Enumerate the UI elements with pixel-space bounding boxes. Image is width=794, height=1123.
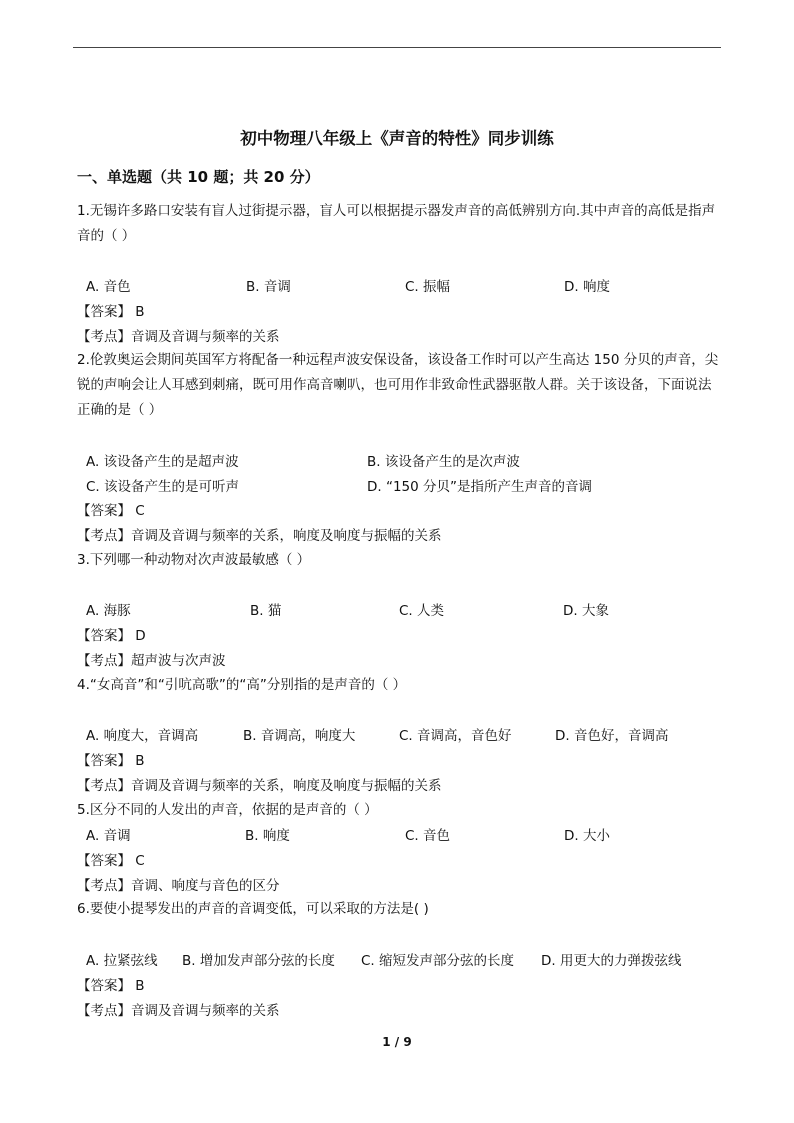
answer-line-2	[77, 499, 145, 519]
point-line-2	[77, 524, 442, 544]
option-d: D. 用更大的力弹拨弦线	[541, 953, 682, 969]
point-label: 【考点】	[77, 329, 131, 345]
option-c: C. 音调高，音色好	[399, 728, 512, 744]
point-value: 音调、响度与音色的区分	[131, 878, 280, 894]
answer-label: 【答案】	[77, 304, 131, 320]
answer-line-5	[77, 849, 145, 869]
option-b: B. 音调高，响度大	[243, 728, 356, 744]
question-stem-2: 2.伦敦奥运会期间英国军方将配备一种远程声波安保设备，该设备工作时可以产生高达 150 分贝的声音，尖锐的声响会让人耳感到刺痛，既可用作高音喇叭，也可用作非致命性武器驱散人群。关于该设备，下面说法正确的是（ ）	[77, 352, 719, 418]
option-c: C. 缩短发声部分弦的长度	[361, 953, 515, 969]
point-value: 超声波与次声波	[131, 653, 226, 669]
answer-value: B	[135, 753, 145, 769]
option-d: D. 音色好，音调高	[555, 728, 669, 744]
answer-value: D	[135, 628, 146, 644]
answer-label: 【答案】	[77, 978, 131, 994]
point-line-3	[77, 649, 226, 669]
option-a: A. 响度大，音调高	[86, 728, 199, 744]
answer-line-3	[77, 624, 146, 644]
option-b: B. 响度	[245, 828, 290, 844]
option-a: A. 拉紧弦线	[86, 953, 158, 969]
option-c: C. 该设备产生的是可听声	[86, 479, 240, 495]
answer-label: 【答案】	[77, 628, 131, 644]
question-stem-6: 6.要使小提琴发出的声音的音调变低，可以采取的方法是( )	[77, 901, 429, 917]
point-value: 音调及音调与频率的关系	[131, 329, 280, 345]
option-b: B. 音调	[246, 279, 291, 295]
page-title: 初中物理八年级上《声音的特性》同步训练	[240, 129, 554, 148]
option-a: A. 音色	[86, 279, 131, 295]
question-stem-4: 4.“女高音”和“引吭高歌”的“高”分别指的是声音的（ ）	[77, 677, 407, 693]
header-rule	[73, 47, 721, 48]
option-c: C. 人类	[399, 603, 445, 619]
options-row-2b	[86, 475, 726, 497]
options-row-4	[86, 724, 726, 746]
point-label: 【考点】	[77, 778, 131, 794]
option-b: B. 该设备产生的是次声波	[367, 454, 520, 470]
point-label: 【考点】	[77, 528, 131, 544]
option-d: D. “150 分贝”是指所产生声音的音调	[367, 479, 593, 495]
option-b: B. 增加发声部分弦的长度	[182, 953, 335, 969]
point-line-6	[77, 999, 280, 1019]
option-d: D. 大小	[564, 828, 610, 844]
question-stem-3: 3.下列哪一种动物对次声波最敏感（ ）	[77, 552, 311, 568]
answer-label: 【答案】	[77, 503, 131, 519]
answer-label: 【答案】	[77, 853, 131, 869]
question-stem-5: 5.区分不同的人发出的声音，依据的是声音的（ ）	[77, 802, 378, 818]
answer-label: 【答案】	[77, 753, 131, 769]
page-number: 1 / 9	[382, 1035, 412, 1049]
point-label: 【考点】	[77, 878, 131, 894]
options-row-1	[86, 275, 726, 297]
options-row-5	[86, 824, 726, 846]
option-a: A. 海豚	[86, 603, 131, 619]
answer-line-1	[77, 300, 145, 320]
point-label: 【考点】	[77, 653, 131, 669]
option-b: B. 猫	[250, 603, 282, 619]
point-line-1	[77, 325, 280, 345]
option-c: C. 振幅	[405, 279, 451, 295]
point-line-5	[77, 874, 280, 894]
section-heading: 一、单选题（共 10 题；共 20 分）	[77, 168, 320, 186]
answer-value: C	[135, 853, 145, 869]
option-a: A. 该设备产生的是超声波	[86, 454, 239, 470]
option-a: A. 音调	[86, 828, 131, 844]
point-label: 【考点】	[77, 1003, 131, 1019]
point-value: 音调及音调与频率的关系，响度及响度与振幅的关系	[131, 528, 442, 544]
point-value: 音调及音调与频率的关系，响度及响度与振幅的关系	[131, 778, 442, 794]
option-d: D. 响度	[564, 279, 610, 295]
answer-line-4	[77, 749, 145, 769]
option-d: D. 大象	[563, 603, 609, 619]
answer-value: B	[135, 978, 145, 994]
answer-value: B	[135, 304, 145, 320]
option-c: C. 音色	[405, 828, 451, 844]
options-row-6	[86, 949, 726, 971]
options-row-2a	[86, 450, 726, 472]
answer-line-6	[77, 974, 145, 994]
point-value: 音调及音调与频率的关系	[131, 1003, 280, 1019]
answer-value: C	[135, 503, 145, 519]
question-stem-1: 1.无锡许多路口安装有盲人过街提示器，盲人可以根据提示器发声音的高低辨别方向.其中声音的高低是指声音的（ ）	[77, 203, 716, 244]
point-line-4	[77, 774, 442, 794]
options-row-3	[86, 599, 726, 621]
